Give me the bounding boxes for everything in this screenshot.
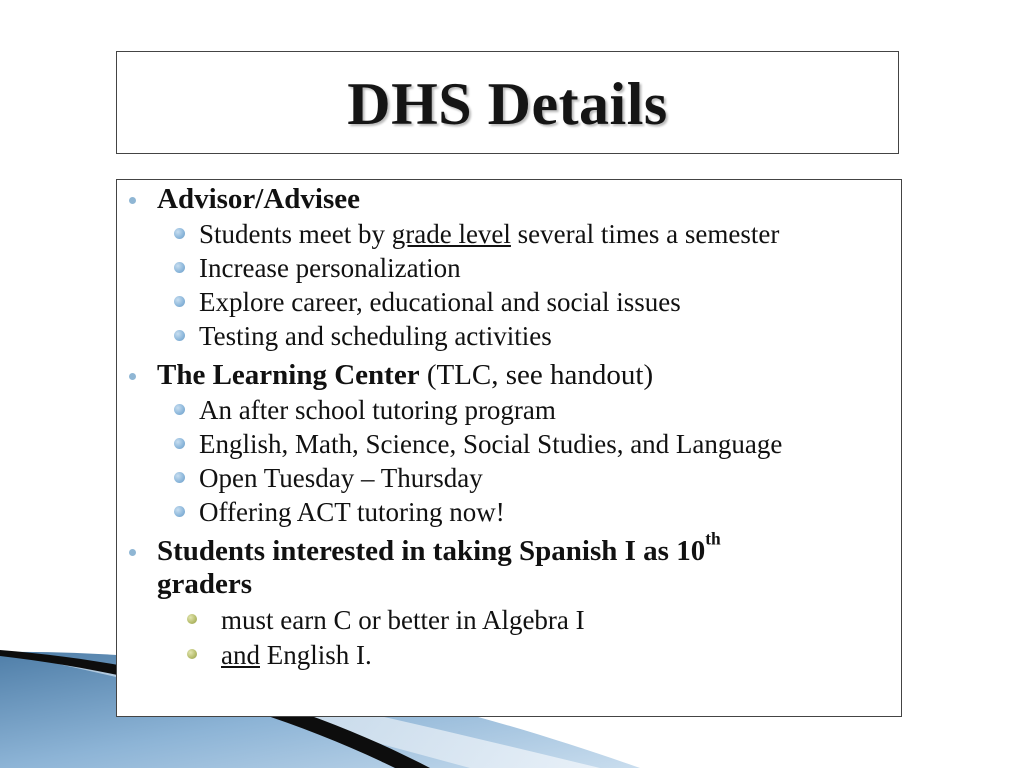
content-box [116,179,902,717]
list-item: Testing and scheduling activities [199,321,552,351]
heading-text: The Learning Center [157,359,420,391]
heading-text: Students interested in taking Spanish I as 10 [157,535,706,567]
item-underlined-text: and [221,640,260,670]
list-item: Open Tuesday – Thursday [199,463,483,493]
item-text: Students meet by [199,219,392,249]
sub-bullet-icon [174,472,185,483]
heading-text: Advisor/Advisee [157,183,360,215]
list-item [221,640,372,670]
bullet-icon [129,549,136,556]
item-text: several times a semester [510,219,780,249]
list-item: Increase personalization [199,253,461,283]
sub-bullet-icon [187,614,197,624]
bullet-icon [129,197,136,204]
sub-bullet-icon [174,262,185,273]
sub-bullet-icon [174,438,185,449]
sub-bullet-icon [174,506,185,517]
sub-bullet-icon [174,404,185,415]
list-item [199,219,779,249]
slide-title: DHS Details [347,71,668,137]
list-item: Offering ACT tutoring now! [199,497,505,527]
list-item: Explore career, educational and social issues [199,287,681,317]
heading-suffix: (TLC, see handout) [419,359,654,391]
heading-superscript: th [705,528,721,549]
title-box [116,51,899,154]
section-heading-advisor [157,183,360,216]
section-heading-spanish [157,528,721,601]
item-underlined-text: grade level [391,219,511,249]
section-heading-tlc [157,359,653,392]
sub-bullet-icon [174,228,185,239]
heading-text-line2: graders [157,568,253,600]
sub-bullet-icon [174,330,185,341]
item-text: English I. [259,640,372,670]
list-item: English, Math, Science, Social Studies, and Language [199,429,783,459]
bullet-icon [129,373,136,380]
list-item: must earn C or better in Algebra I [221,605,585,635]
sub-bullet-icon [187,649,197,659]
list-item: An after school tutoring program [199,395,556,425]
sub-bullet-icon [174,296,185,307]
